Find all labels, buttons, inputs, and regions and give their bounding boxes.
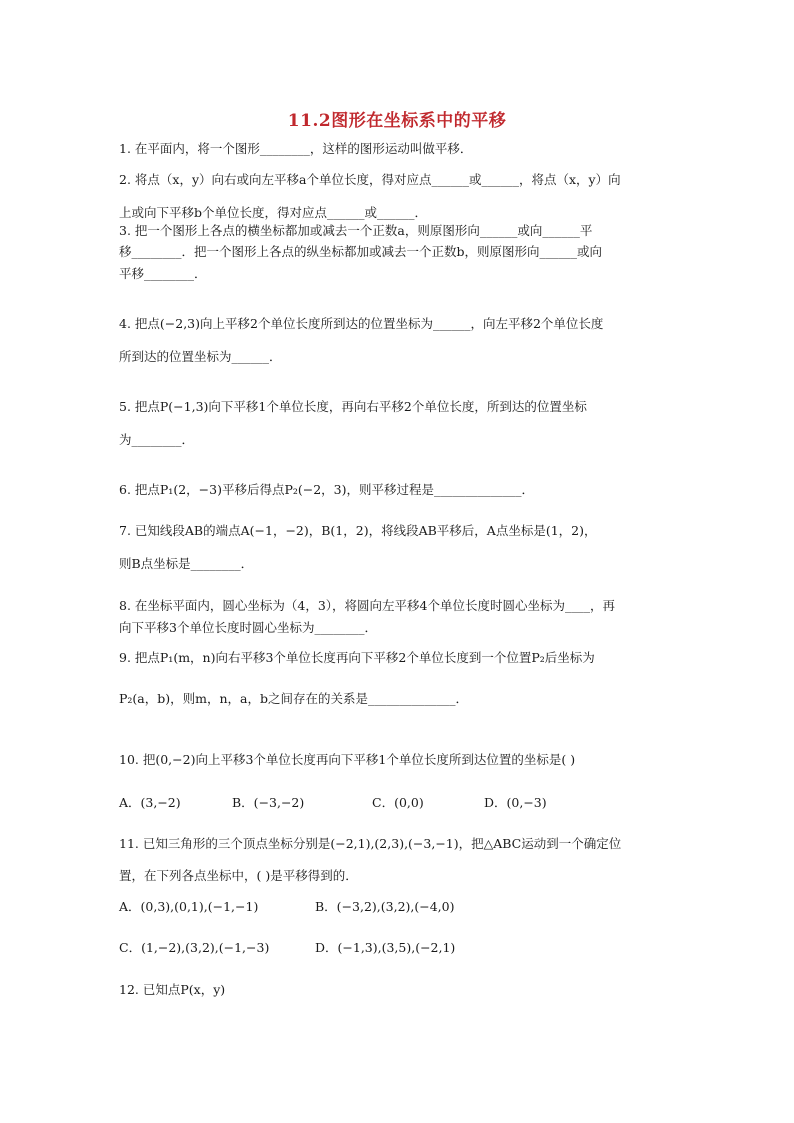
- question-3-line-2: 移________．把一个图形上各点的纵坐标都加或减去一个正数b，则原图形向______或向: [119, 244, 603, 259]
- question-10-option-a: A．(3,−2): [119, 795, 181, 810]
- question-11-option-b: B．(−3,2),(3,2),(−4,0): [315, 899, 455, 914]
- page-title: 11.2图形在坐标系中的平移: [287, 111, 507, 131]
- question-9-line-1: 9. 把点P₁(m，n)向右平移3个单位长度再向下平移2个单位长度到一个位置P₂后坐标为: [119, 650, 595, 665]
- question-11-option-c: C．(1,−2),(3,2),(−1,−3): [119, 940, 270, 955]
- question-10-option-b: B．(−3,−2): [232, 795, 305, 810]
- question-9-line-2: P₂(a，b)，则m，n，a，b之间存在的关系是______________．: [119, 691, 468, 706]
- question-4-line-2: 所到达的位置坐标为______．: [119, 349, 282, 364]
- question-4-line-1: 4. 把点(−2,3)向上平移2个单位长度所到达的位置坐标为______，向左平移2个单位长度: [119, 316, 604, 331]
- question-11-option-d: D．(−1,3),(3,5),(−2,1): [315, 940, 456, 955]
- question-2-line-2: 上或向下平移b个单位长度，得对应点______或______．: [119, 205, 428, 220]
- question-1: 1. 在平面内，将一个图形________，这样的图形运动叫做平移．: [119, 141, 473, 156]
- question-3-line-3: 平移________．: [119, 266, 207, 281]
- question-7-line-1: 7. 已知线段AB的端点A(−1，−2)，B(1，2)，将线段AB平移后，A点坐标是(1，2)，: [119, 523, 597, 538]
- question-12: 12. 已知点P(x，y): [119, 982, 226, 997]
- question-10-stem: 10. 把(0,−2)向上平移3个单位长度再向下平移1个单位长度所到达位置的坐标是( ): [119, 752, 576, 767]
- question-6: 6. 把点P₁(2，−3)平移后得点P₂(−2，3)，则平移过程是______________．: [119, 482, 535, 497]
- question-11-option-a: A．(0,3),(0,1),(−1,−1): [119, 899, 259, 914]
- question-11-line-1: 11. 已知三角形的三个顶点坐标分别是(−2,1),(2,3),(−3,−1)，把△ABC运动到一个确定位: [119, 836, 622, 851]
- question-8-line-2: 向下平移3个单位长度时圆心坐标为________．: [119, 620, 377, 635]
- question-5-line-1: 5. 把点P(−1,3)向下平移1个单位长度，再向右平移2个单位长度，所到达的位置坐标: [119, 399, 587, 414]
- question-8-line-1: 8. 在坐标平面内，圆心坐标为（4，3），将圆向左平移4个单位长度时圆心坐标为____，再: [119, 598, 616, 613]
- question-3-line-1: 3. 把一个图形上各点的横坐标都加或减去一个正数a，则原图形向______或向______平: [119, 223, 593, 238]
- question-10-option-d: D．(0,−3): [484, 795, 547, 810]
- question-7-line-2: 则B点坐标是________．: [119, 556, 254, 571]
- question-10-option-c: C．(0,0): [372, 795, 424, 810]
- question-2-line-1: 2. 将点（x，y）向右或向左平移a个单位长度，得对应点______或______，将点（x，y）向: [119, 172, 621, 187]
- question-11-line-2: 置，在下列各点坐标中，( )是平移得到的．: [119, 868, 358, 883]
- question-5-line-2: 为________．: [119, 432, 195, 447]
